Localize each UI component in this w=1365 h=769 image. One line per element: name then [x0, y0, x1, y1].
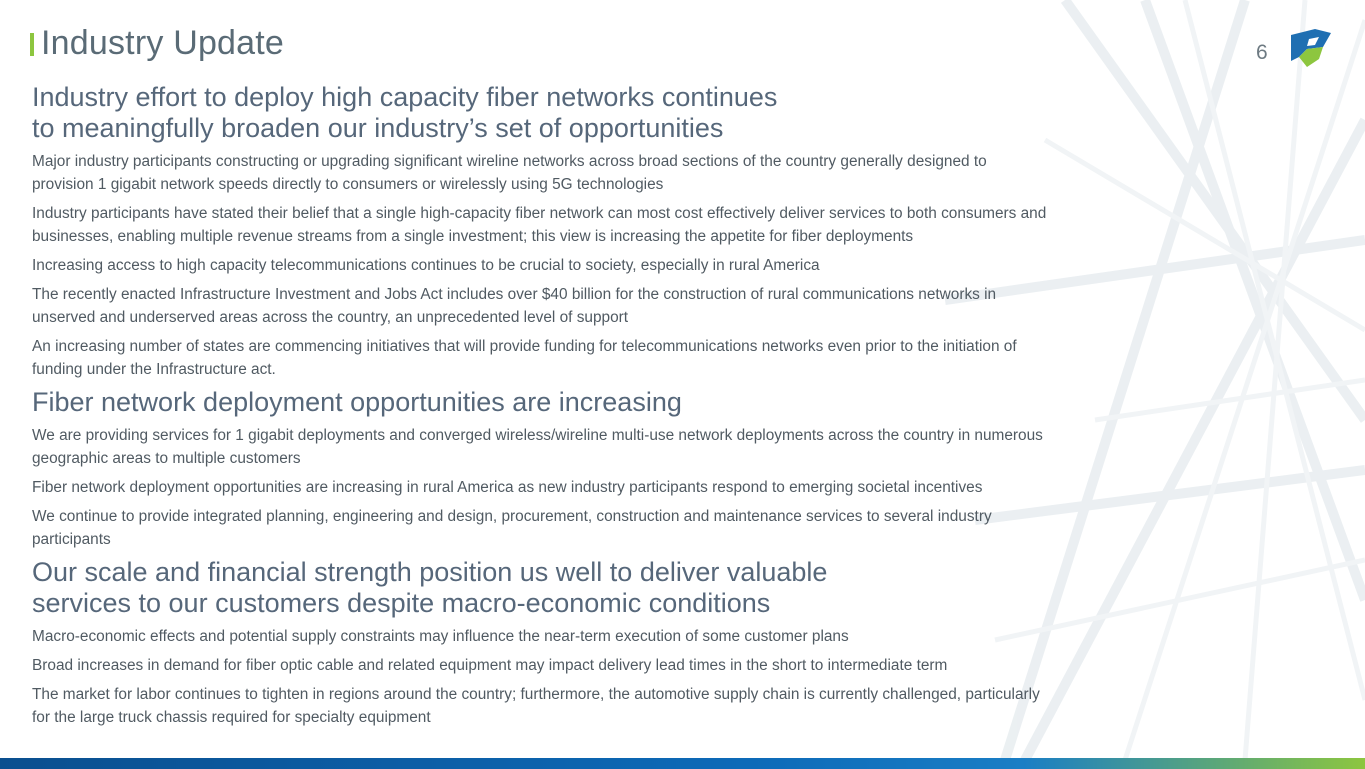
heading-line: Industry effort to deploy high capacity fiber networks continues	[32, 82, 778, 112]
bullet-text: Industry participants have stated their belief that a single high-capacity fiber network can most cost effectively deliver services to both consumers and businesses, enabling multiple revenue streams from a single investment; this view is increasing the appetite for fiber deployments	[32, 205, 1047, 245]
bullet-text: We are providing services for 1 gigabit deployments and converged wireless/wireline multi-use network deployments across the country in numerous geographic areas to multiple customers	[32, 427, 1043, 467]
section-fiber-effort	[32, 82, 1052, 381]
heading-line: services to our customers despite macro-economic conditions	[32, 588, 771, 618]
heading-line: Our scale and financial strength position us well to deliver valuable	[32, 557, 828, 587]
bullet-text: We continue to provide integrated planning, engineering and design, procurement, construction and maintenance services to several industry participants	[32, 508, 992, 548]
bullet-text: Major industry participants constructing or upgrading significant wireline networks across broad sections of the country generally designed to provision 1 gigabit network speeds directly to consumers or wirelessly using 5G technologies	[32, 153, 987, 193]
bullet-text: The market for labor continues to tighten in regions around the country; furthermore, the automotive supply chain is currently challenged, particularly for the large truck chassis required for specialty equipment	[32, 686, 1040, 726]
section-heading	[32, 82, 1052, 144]
page-number: 6	[1256, 41, 1268, 64]
section-heading	[32, 557, 1052, 619]
heading-line: Fiber network deployment opportunities are increasing	[32, 387, 682, 417]
bullet-text: Increasing access to high capacity telecommunications continues to be crucial to society, especially in rural America	[32, 257, 820, 274]
bullet-text: Broad increases in demand for fiber optic cable and related equipment may impact delivery lead times in the short to intermediate term	[32, 657, 948, 674]
heading-line: to meaningfully broaden our industry’s set of opportunities	[32, 113, 724, 143]
bullet-text: Macro-economic effects and potential supply constraints may influence the near-term execution of some customer plans	[32, 628, 849, 645]
section-scale-strength	[32, 557, 1052, 729]
title-accent-bar	[30, 33, 34, 56]
bullet-text: The recently enacted Infrastructure Investment and Jobs Act includes over $40 billion for the construction of rural communications networks in unserved and underserved areas across the country, an unprecedented level of support	[32, 286, 997, 326]
slide-body	[32, 82, 1052, 729]
section-deployment-opportunities	[32, 387, 1052, 551]
bullet-text: Fiber network deployment opportunities are increasing in rural America as new industry participants respond to emerging societal incentives	[32, 479, 983, 496]
footer-color-bar	[0, 758, 1365, 769]
bullet-text: An increasing number of states are commencing initiatives that will provide funding for telecommunications networks even prior to the initiation of funding under the Infrastructure act.	[32, 338, 1017, 378]
slide-title: Industry Update	[41, 24, 285, 62]
company-logo-icon	[1285, 27, 1333, 69]
section-heading	[32, 387, 1052, 418]
